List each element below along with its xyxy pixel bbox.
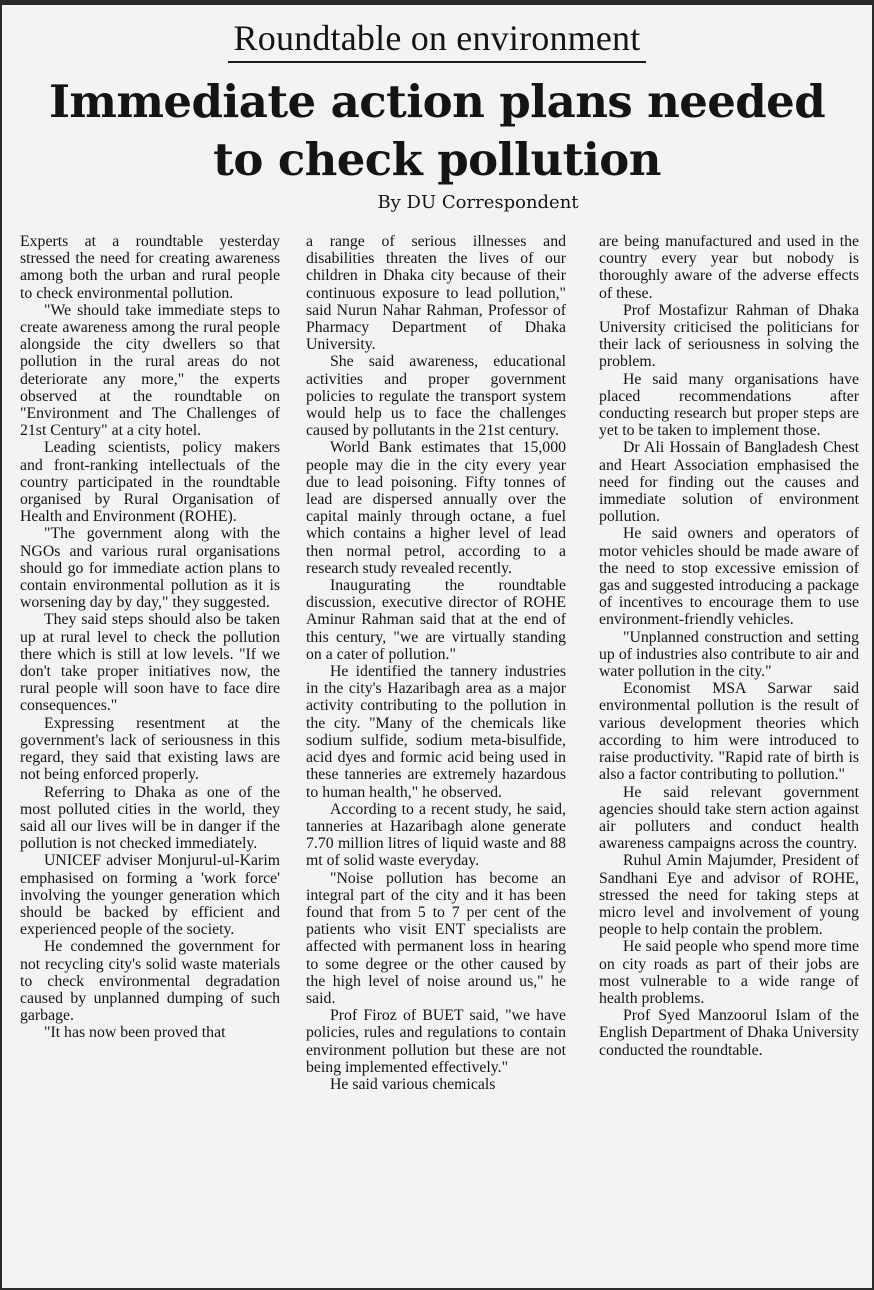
article-paragraph: He condemned the government for not recycling city's solid waste materials to check environmental degradation caused by unplanned dumping of such garbage. — [20, 938, 280, 1025]
article-paragraph: "Noise pollution has become an integral part of the city and it has been found that from 5 to 7 per cent of the patients who visit ENT specialists are affected with permanent loss in hearing to some degree or the other caused by the high level of noise around us," he said. — [306, 869, 566, 1007]
top-rule — [2, 1, 872, 5]
article-paragraph: Leading scientists, policy makers and front-ranking intellectuals of the country participated in the roundtable organised by Rural Organisation of Health and Environment (ROHE). — [20, 439, 280, 526]
article-paragraph: a range of serious illnesses and disabilities threaten the lives of our children in Dhaka city because of their continuous exposure to lead pollution," said Nurun Nahar Rahman, Professor of Pharmacy Department of Dhaka University. — [306, 233, 566, 354]
article-paragraph: Ruhul Amin Majumder, President of Sandhani Eye and advisor of ROHE, stressed the need for taking steps at micro level and involvement of young people to help contain the problem. — [599, 852, 859, 939]
article-paragraph: World Bank estimates that 15,000 people may die in the city every year due to lead poisoning. Fifty tonnes of lead are dispersed annually over the capital mainly through octane, a fuel which contains a higher level of lead then normal petrol, according to a research study revealed recently. — [306, 439, 566, 577]
article-paragraph: He said owners and operators of motor vehicles should be made aware of the need to stop excessive emission of gas and suggested introducing a package of incentives to encourage them to use environment-friendly vehicles. — [599, 525, 859, 629]
article-column-2 — [306, 233, 566, 1093]
kicker: Roundtable on environment — [228, 17, 647, 63]
article-paragraph: According to a recent study, he said, tanneries at Hazaribagh alone generate 7.70 million litres of liquid waste and 88 mt of solid waste everyday. — [306, 800, 566, 870]
article-paragraph: She said awareness, educational activities and proper government policies to regulate the transport system would help us to face the challenges caused by pollutants in the 21st century. — [306, 353, 566, 440]
headline-line-2: to check pollution — [213, 133, 661, 186]
article-column-1 — [20, 233, 280, 1042]
article-paragraph: He said relevant government agencies should take stern action against air polluters and conduct health awareness campaigns across the country. — [599, 783, 859, 853]
article-paragraph: Prof Mostafizur Rahman of Dhaka University criticised the politicians for their lack of seriousness in solving the problem. — [599, 301, 859, 371]
article-paragraph: He said various chemicals — [330, 1075, 496, 1093]
kicker-container — [2, 17, 872, 63]
article-paragraph: are being manufactured and used in the country every year but nobody is thoroughly aware of the adverse effects of these. — [599, 233, 859, 302]
headline — [8, 73, 866, 189]
article-paragraph: "The government along with the NGOs and various rural organisations should go for immediate action plans to contain environmental pollution as it is worsening day by day," they suggested. — [20, 525, 280, 612]
article-paragraph: Referring to Dhaka as one of the most polluted cities in the world, they said all our lives will be in danger if the pollution is not checked immediately. — [20, 783, 280, 853]
article-paragraph: Economist MSA Sarwar said environmental pollution is the result of various development theories which according to him were introduced to raise productivity. "Rapid rate of birth is also a factor contributing to pollution." — [599, 680, 859, 784]
article-paragraph: "It has now been proved that — [44, 1024, 226, 1042]
article-paragraph: He identified the tannery industries in the city's Hazaribagh area as a major activity contributing to the pollution in the city. "Many of the chemicals like sodium sulfide, sodium meta-bisulfide, acid dyes and formic acid being used in these tanneries are extremely hazardous to human health," he observed. — [306, 663, 566, 801]
article-paragraph: Prof Firoz of BUET said, "we have policies, rules and regulations to contain environment pollution but these are not being implemented effectively." — [306, 1007, 566, 1076]
article-paragraph: They said steps should also be taken up at rural level to check the pollution there which is still at low levels. "If we don't take proper initiatives now, the rural people will soon have to face dire consequences." — [20, 611, 280, 715]
article-column-3 — [599, 233, 859, 1059]
article-paragraph: "Unplanned construction and setting up of industries also contribute to air and water pollution in the city." — [599, 628, 859, 681]
article-paragraph: He said many organisations have placed recommendations after conducting research but proper steps are yet to be taken to implement those. — [599, 370, 859, 440]
byline: By DU Correspondent — [377, 192, 579, 213]
article-paragraph: Prof Syed Manzoorul Islam of the English Department of Dhaka University conducted the roundtable. — [599, 1007, 859, 1059]
article-paragraph: Inaugurating the roundtable discussion, executive director of ROHE Aminur Rahman said that at the end of this century, "we are virtually standing on a cater of pollution." — [306, 577, 566, 663]
article-paragraph: Expressing resentment at the government's lack of seriousness in this regard, they said that existing laws are not being enforced properly. — [20, 714, 280, 784]
headline-line-1: Immediate action plans needed — [48, 75, 826, 128]
article-paragraph: He said people who spend more time on city roads as part of their jobs are most vulnerable to a wide range of health problems. — [599, 938, 859, 1007]
article-paragraph: "We should take immediate steps to create awareness among the rural people alongside the city dwellers so that pollution in the rural areas do not deteriorate any more," the experts observed at the roundtable on "Environment and The Challenges of 21st Century" at a city hotel. — [20, 301, 280, 440]
article-paragraph: Dr Ali Hossain of Bangladesh Chest and Heart Association emphasised the need for finding out the causes and immediate solution of environment pollution. — [599, 439, 859, 526]
article-paragraph: UNICEF adviser Monjurul-ul-Karim emphasised on forming a 'work force' involving the younger generation which should be backed by efficient and experienced people of the society. — [20, 852, 280, 939]
article-paragraph: Experts at a roundtable yesterday stressed the need for creating awareness among both the urban and rural people to check environmental pollution. — [20, 233, 280, 302]
